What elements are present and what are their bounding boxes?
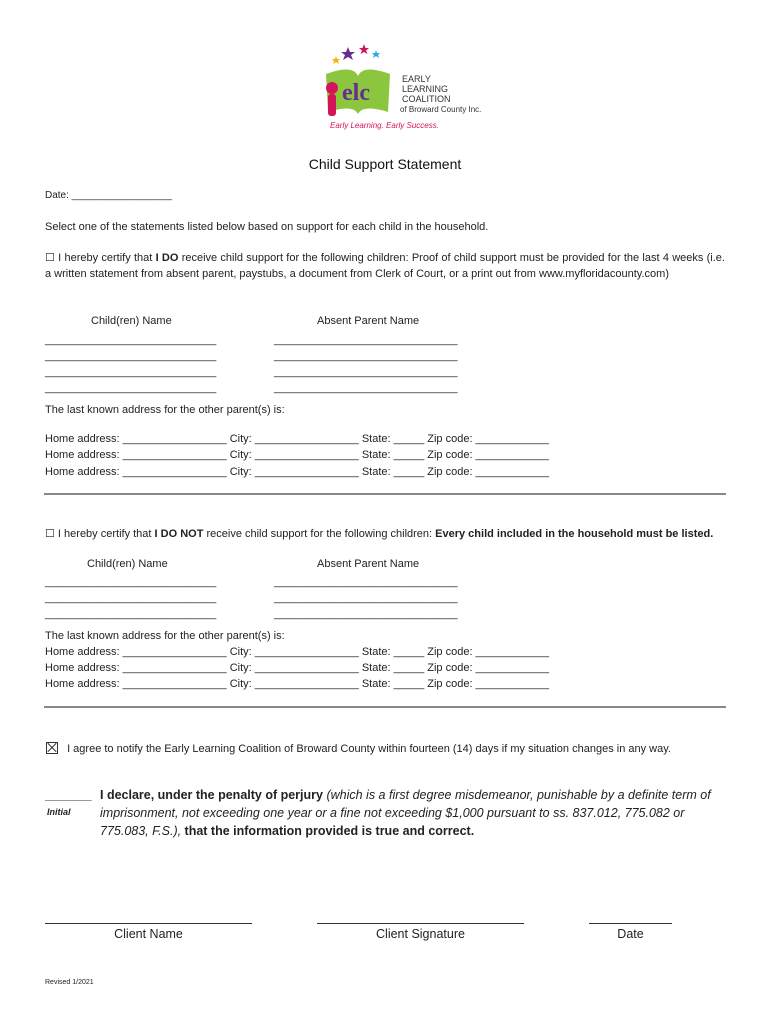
section1-bold: I DO (155, 252, 179, 264)
section2-bold: I DO NOT (154, 528, 204, 540)
section2-text-b: receive child support for the following children: (203, 528, 436, 540)
section1-address-line-2[interactable]: Home address: _________________ City: _________________ State: _____ Zip code: ____________ (45, 449, 549, 461)
checkbox-i-do-not[interactable]: ☐ (45, 528, 55, 540)
section1-child-blank-3[interactable]: ____________________________ (45, 366, 217, 378)
revised-date: Revised 1/2021 (45, 979, 94, 986)
section2-text-a: I hereby certify that (54, 528, 155, 540)
section1-parent-blank-3[interactable]: ______________________________ (274, 366, 458, 378)
initial-label: Initial (47, 807, 71, 817)
section2-bold2: Every child included in the household must be listed. (435, 528, 714, 540)
divider-1 (44, 493, 726, 495)
section2-parent-blank-3[interactable]: ______________________________ (274, 608, 458, 620)
section2-col-parent: Absent Parent Name (317, 558, 420, 570)
section2-child-blank-1[interactable]: ____________________________ (45, 576, 217, 588)
date-signature-line[interactable] (589, 923, 672, 924)
section2-address-intro: The last known address for the other parent(s) is: (45, 630, 285, 642)
section2-address-line-3[interactable]: Home address: _________________ City: _________________ State: _____ Zip code: ____________ (45, 678, 549, 690)
checkbox-i-do[interactable]: ☐ (45, 252, 55, 264)
section1-address-line-3[interactable]: Home address: _________________ City: _________________ State: _____ Zip code: ____________ (45, 466, 549, 478)
section2-col-child: Child(ren) Name (87, 558, 168, 570)
logo-mark: elc (342, 80, 370, 106)
section1-parent-blank-2[interactable]: ______________________________ (274, 350, 458, 362)
agree-checkbox-checked[interactable] (46, 742, 58, 754)
logo-line-1: EARLY (402, 74, 431, 84)
section2-parent-blank-2[interactable]: ______________________________ (274, 592, 458, 604)
section1-statement (45, 250, 725, 282)
agree-statement (46, 742, 671, 755)
client-name-line[interactable] (45, 923, 252, 924)
page-title: Child Support Statement (308, 156, 462, 172)
section1-address-intro: The last known address for the other parent(s) is: (45, 404, 285, 416)
declaration-bold-b: that the information provided is true and correct. (181, 824, 475, 838)
initial-blank[interactable]: _______ (45, 788, 92, 802)
declaration-italic: (which is a first degree misdemeanor, punishable by a definite term of imprisonment, not exceeding one year or a fine not exceeding $1,000 pursuant to ss. 837.012, 775.082 or 775.083, F.S.), (100, 788, 711, 838)
logo-line-3: COALITION (402, 94, 451, 104)
date-field[interactable]: Date: __________________ (45, 190, 172, 201)
client-signature-line[interactable] (317, 923, 524, 924)
section1-col-child: Child(ren) Name (91, 315, 172, 327)
section2-parent-blank-1[interactable]: ______________________________ (274, 576, 458, 588)
declaration-bold-a: I declare, under the penalty of perjury (100, 788, 323, 802)
divider-2 (44, 706, 726, 708)
client-signature-label: Client Signature (376, 927, 465, 941)
section1-parent-blank-4[interactable]: ______________________________ (274, 382, 458, 394)
date-signature-label: Date (617, 927, 644, 941)
section1-child-blank-4[interactable]: ____________________________ (45, 382, 217, 394)
elc-logo (318, 44, 482, 138)
section1-text-b: receive child support for the following children: Proof of child support must be provided for the last 4 weeks (i.e. a written statement from absent parent, paystubs, a document from Clerk of Court, or a print out from www.myfloridacounty.com) (45, 252, 725, 280)
section2-child-blank-3[interactable]: ____________________________ (45, 608, 217, 620)
section2-child-blank-2[interactable]: ____________________________ (45, 592, 217, 604)
agree-text: I agree to notify the Early Learning Coalition of Broward County within fourteen (14) days if my situation changes in any way. (67, 743, 671, 755)
section1-col-parent: Absent Parent Name (317, 315, 420, 327)
section2-address-line-1[interactable]: Home address: _________________ City: _________________ State: _____ Zip code: ____________ (45, 646, 549, 658)
instruction-text: Select one of the statements listed below based on support for each child in the household. (45, 221, 489, 233)
section2-address-line-2[interactable]: Home address: _________________ City: _________________ State: _____ Zip code: ____________ (45, 662, 549, 674)
logo-tagline: Early Learning. Early Success. (330, 121, 439, 130)
section1-address-line-1[interactable]: Home address: _________________ City: _________________ State: _____ Zip code: ____________ (45, 433, 549, 445)
logo-line-2: LEARNING (402, 84, 449, 94)
section1-parent-blank-1[interactable]: ______________________________ (274, 334, 458, 346)
section1-child-blank-1[interactable]: ____________________________ (45, 334, 217, 346)
section2-statement (45, 527, 713, 540)
client-name-label: Client Name (114, 927, 183, 941)
section1-text-a: I hereby certify that (54, 252, 156, 264)
section1-child-blank-2[interactable]: ____________________________ (45, 350, 217, 362)
logo-line-4: of Broward County Inc. (400, 105, 482, 114)
perjury-declaration (100, 786, 730, 840)
